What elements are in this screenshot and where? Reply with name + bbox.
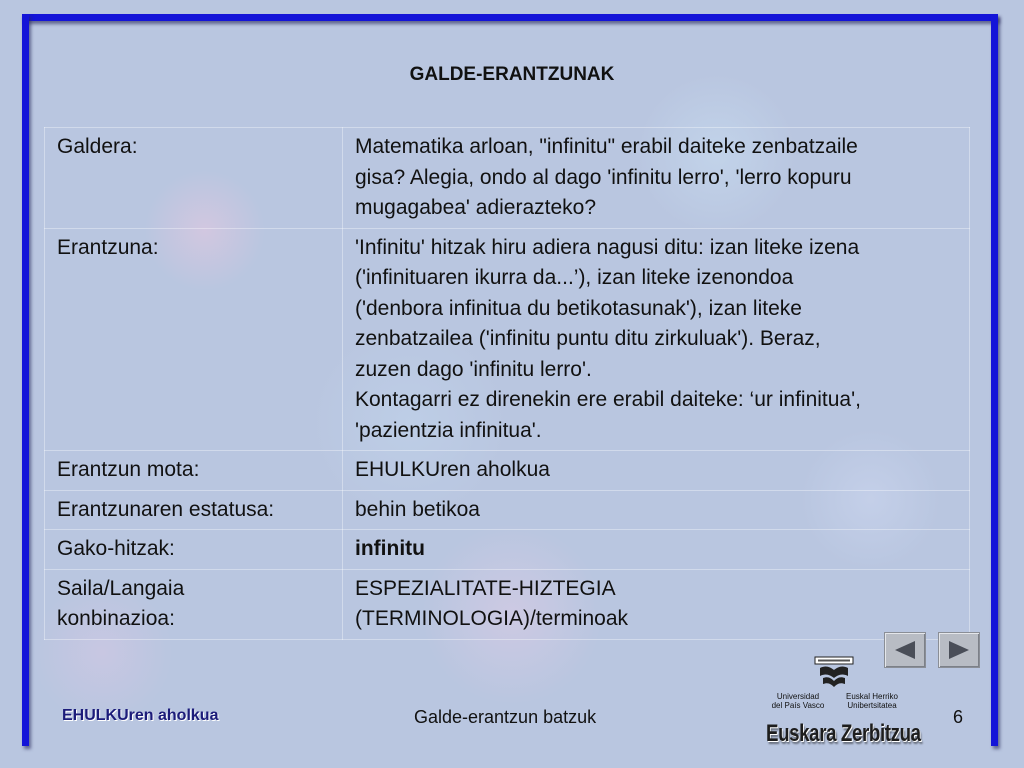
value-line: zenbatzailea ('infinitu puntu ditu zirkuluak'). Beraz, (355, 327, 821, 350)
university-name-eu (838, 692, 906, 710)
row-label: Gako-hitzak: (45, 530, 343, 570)
row-label: Galdera: (45, 128, 343, 229)
page-number: 6 (953, 707, 964, 727)
table-row-answer (45, 228, 970, 451)
value-line: ('infinituaren ikurra da...’), izan liteke izenondoa (355, 266, 794, 289)
table-row-answer-status (45, 490, 970, 530)
row-value: EHULKUren aholkua (343, 451, 970, 491)
value-line: mugagabea' adierazteko? (355, 196, 597, 219)
value-line: Kontagarri ez direnekin ere erabil daiteke: ‘ur infinitua', (355, 388, 861, 411)
table-row-keywords (45, 530, 970, 570)
row-label: Erantzuna: (45, 228, 343, 451)
slide-frame-left (22, 14, 29, 746)
table-row-category (45, 569, 970, 639)
slide-frame-right (991, 14, 998, 746)
row-label: Erantzunaren estatusa: (45, 490, 343, 530)
university-emblem-icon (814, 656, 854, 690)
table-row-answer-type (45, 451, 970, 491)
value-line: (TERMINOLOGIA)/terminoak (355, 607, 629, 630)
value-line: gisa? Alegia, ondo al dago 'infinitu lerro', 'lerro kopuru (355, 165, 852, 189)
value-line: Matematika arloan, "infinitu" erabil daiteke zenbatzaile (355, 135, 858, 158)
row-value (343, 128, 970, 229)
slide-title: GALDE-ERANTZUNAK (409, 64, 615, 85)
university-name-line: del País Vasco (771, 701, 825, 710)
value-line: ('denbora infinitua du betikotasunak'), izan liteke (355, 296, 802, 320)
keyword-value: infinitu (343, 530, 970, 570)
footer-brand: EHULKUren aholkua (62, 707, 219, 724)
value-line: 'pazientzia infinitua'. (355, 418, 542, 442)
row-label: Erantzun mota: (45, 451, 343, 491)
university-name-line: Universidad (776, 692, 820, 701)
row-value (343, 228, 970, 451)
value-line: 'Infinitu' hitzak hiru adiera nagusi ditu: izan liteke izena (355, 235, 860, 259)
row-value: behin betikoa (343, 490, 970, 530)
university-name-line: Euskal Herriko (845, 692, 898, 701)
label-line: Saila/Langaia (57, 576, 185, 600)
university-logo (758, 656, 921, 756)
value-line: zuzen dago 'infinitu lerro'. (355, 357, 592, 381)
university-name-line: Unibertsitatea (847, 701, 897, 710)
service-name: Euskara Zerbitzua (766, 720, 921, 747)
table-row-question (45, 128, 970, 229)
row-label (45, 569, 343, 639)
university-name-es (764, 692, 832, 710)
slide-frame-top (22, 14, 998, 21)
triangle-right-icon (947, 640, 971, 660)
label-line: konbinazioa: (57, 607, 175, 630)
value-line: ESPEZIALITATE-HIZTEGIA (355, 576, 616, 600)
next-slide-button[interactable] (938, 632, 980, 668)
footer-section-title: Galde-erantzun batzuk (414, 707, 597, 727)
qa-table (44, 127, 970, 640)
row-value (343, 569, 970, 639)
